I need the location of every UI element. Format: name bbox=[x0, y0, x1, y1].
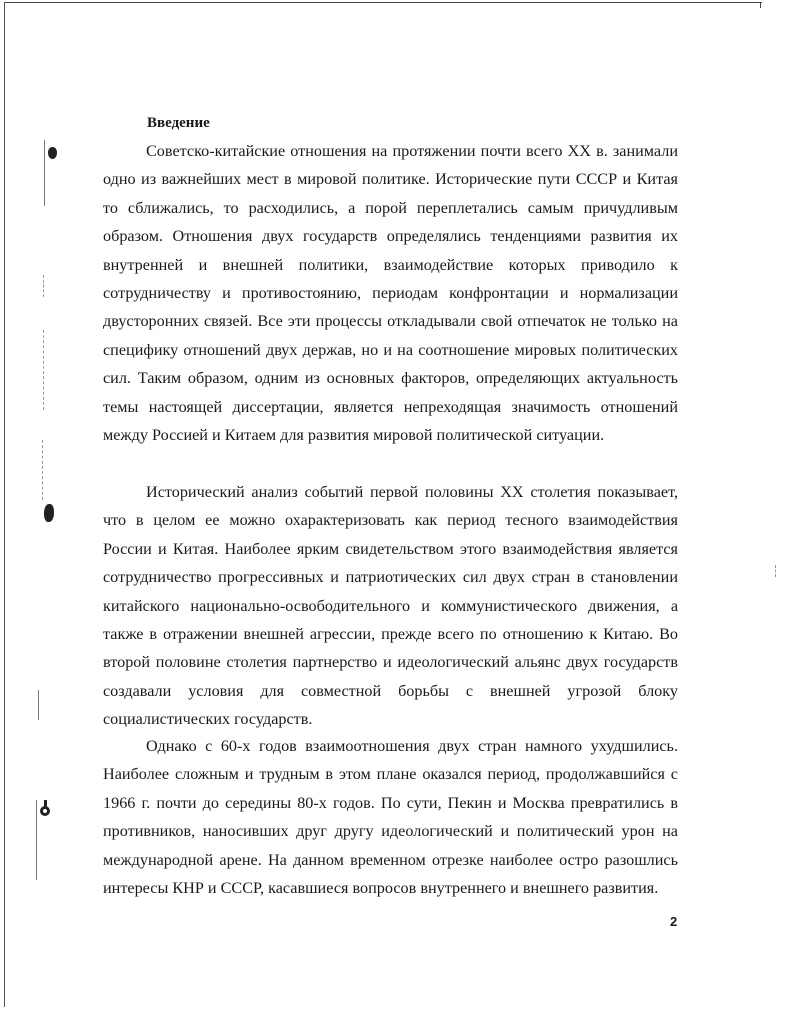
paragraph-text: Исторический анализ событий первой половины XX столетия показывает, что в целом ее можно охарактеризовать как период тесного взаимодействия России и Китая. Наиболее ярким свидетельством этого взаимодействия является сотрудничество прогрессивных и патриотических сил двух стран в становлении китайского национально-освободительного и коммунистического движения, а также в отражении внешней агрессии, прежде всего по отношению к Китаю. Во второй половине столетия партнерство и идеологический альянс двух государств создавали условия для совместной борьбы с внешней угрозой блоку социалистических государств. bbox=[103, 483, 678, 729]
scan-margin-dash bbox=[43, 275, 44, 297]
binding-hole-mark bbox=[48, 147, 57, 159]
scan-margin-dash bbox=[43, 330, 44, 410]
scan-margin-line bbox=[36, 800, 37, 880]
scan-margin-line bbox=[38, 690, 39, 720]
paragraph-3 bbox=[103, 732, 678, 902]
scan-margin-line bbox=[44, 140, 45, 206]
scan-margin-dash bbox=[42, 440, 43, 500]
page-number: 2 bbox=[670, 914, 678, 929]
binding-hole-mark bbox=[44, 504, 54, 522]
binding-hole-mark bbox=[40, 806, 50, 816]
scan-border-top bbox=[4, 2, 762, 3]
section-heading: Введение bbox=[147, 115, 210, 131]
scan-border-left bbox=[4, 2, 5, 1007]
paragraph-1 bbox=[103, 137, 678, 449]
paragraph-2 bbox=[103, 478, 678, 734]
paragraph-text: Однако с 60-х годов взаимоотношения двух стран намного ухудшились. Наиболее сложным и трудным в этом плане оказался период, продолжавшийся с 1966 г. почти до середины 80-х годов. По сути, Пекин и Москва превратились в противников, наносивших друг другу идеологический и политический урон на международной арене. На данном временном отрезке наиболее остро разошлись интересы КНР и СССР, касавшиеся вопросов внутреннего и внешнего развития. bbox=[103, 737, 678, 898]
paragraph-text: Советско-китайские отношения на протяжении почти всего XX в. занимали одно из важнейших мест в мировой политике. Исторические пути СССР и Китая то сближались, то расходились, а порой переплетались самым причудливым образом. Отношения двух государств определялись тенденциями развития их внутренней и внешней политики, взаимодействие которых приводило к сотрудничеству и противостоянию, периодам конфронтации и нормализации двусторонних связей. Все эти процессы откладывали свой отпечаток не только на специфику отношений двух держав, но и на соотношение мировых политических сил. Таким образом, одним из основных факторов, определяющих актуальность темы настоящей диссертации, является непреходящая значимость отношений между Россией и Китаем для развития мировой политической ситуации. bbox=[103, 142, 678, 445]
scan-border-tick bbox=[760, 2, 761, 8]
scan-margin-dash bbox=[775, 565, 776, 577]
